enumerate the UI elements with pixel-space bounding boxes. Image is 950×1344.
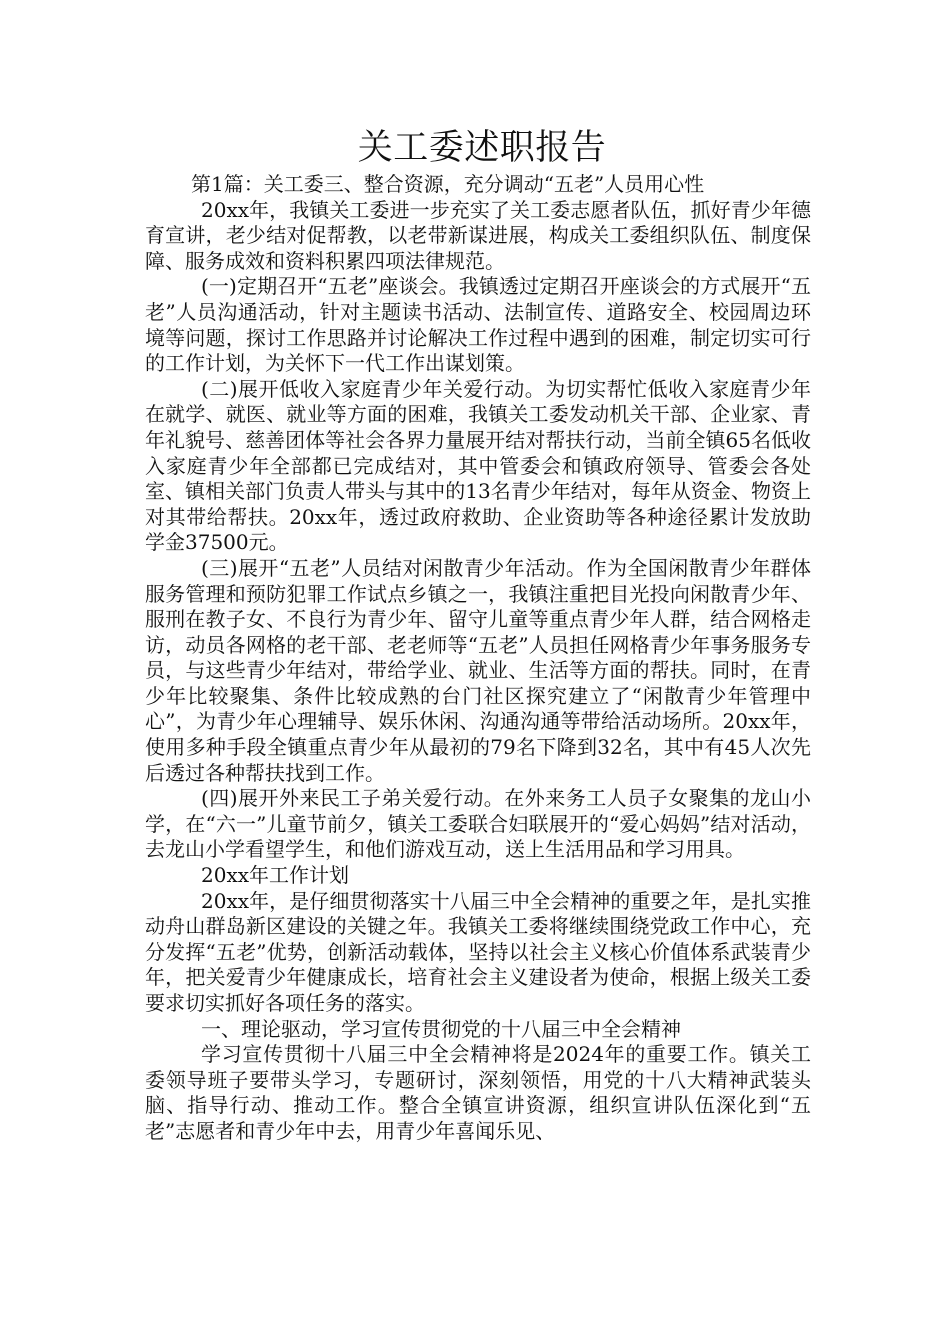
section-heading-plan: 20xx年工作计划 (201, 863, 350, 888)
document-title: 关工委述职报告 (357, 128, 607, 168)
paragraph-section-3: (三)展开“五老”人员结对闲散青少年活动。作为全国闲散青少年群体服务管理和预防犯罪工作试点乡镇之一，我镇注重把目光投向闲散青少年、服刑在教子女、不良行为青少年、留守儿童等重点青少年人群，结合网格走访，动员各网格的老干部、老老师等“五老”人员担任网格青少年事务服务专员，与这些青少年结对，带给学业、就业、生活等方面的帮扶。同时，在青少年比较聚集、条件比较成熟的台门社区探究建立了“闲散青少年管理中心”，为青少年心理辅导、娱乐休闲、沟通沟通等带给活动场所。20xx年，使用多种手段全镇重点青少年从最初的79名下降到32名，其中有45人次先后透过各种帮扶找到工作。 (145, 555, 811, 785)
paragraph-theory: 学习宣传贯彻十八届三中全会精神将是2024年的重要工作。镇关工委领导班子要带头学习，专题研讨，深刻领悟，用党的十八大精神武装头脑、指导行动、推动工作。整合全镇宣讲资源，组织宣讲队伍深化到“五老”志愿者和青少年中去，用青少年喜闻乐见、 (145, 1042, 811, 1143)
section-heading-theory: 一、理论驱动，学习宣传贯彻党的十八届三中全会精神 (201, 1016, 681, 1041)
paragraph-section-2: (二)展开低收入家庭青少年关爱行动。为切实帮忙低收入家庭青少年在就学、就医、就业等方面的困难，我镇关工委发动机关干部、企业家、青年礼貌号、慈善团体等社会各界力量展开结对帮扶行动，当前全镇65名低收入家庭青少年全部都已完成结对，其中管委会和镇政府领导、管委会各处室、镇相关部门负责人带头与其中的13名青少年结对，每年从资金、物资上对其带给帮扶。20xx年，透过政府救助、企业资助等各种途径累计发放助学金37500元。 (145, 376, 811, 555)
paragraph-intro: 20xx年，我镇关工委进一步充实了关工委志愿者队伍，抓好青少年德育宣讲，老少结对促帮教，以老带新谋进展，构成关工委组织队伍、制度保障、服务成效和资料积累四项法律规范。 (145, 197, 811, 273)
paragraph-plan-intro: 20xx年，是仔细贯彻落实十八届三中全会精神的重要之年，是扎实推动舟山群岛新区建设的关键之年。我镇关工委将继续围绕党政工作中心，充分发挥“五老”优势，创新活动载体，坚持以社会主义核心价值体系武装青少年，把关爱青少年健康成长，培育社会主义建设者为使命，根据上级关工委要求切实抓好各项任务的落实。 (145, 888, 811, 1015)
article-subtitle: 第1篇：关工委三、整合资源，充分调动“五老”人员用心性 (191, 172, 705, 196)
document-page (145, 124, 811, 1145)
paragraph-section-4: (四)展开外来民工子弟关爱行动。在外来务工人员子女聚集的龙山小学，在“六一”儿童节前夕，镇关工委联合妇联展开的“爱心妈妈”结对活动，去龙山小学看望学生，和他们游戏互动，送上生活用品和学习用具。 (145, 786, 811, 862)
paragraph-section-1: (一)定期召开“五老”座谈会。我镇透过定期召开座谈会的方式展开“五老”人员沟通活动，针对主题读书活动、法制宣传、道路安全、校园周边环境等问题，探讨工作思路并讨论解决工作过程中遇到的困难，制定切实可行的工作计划，为关怀下一代工作出谋划策。 (145, 274, 811, 376)
